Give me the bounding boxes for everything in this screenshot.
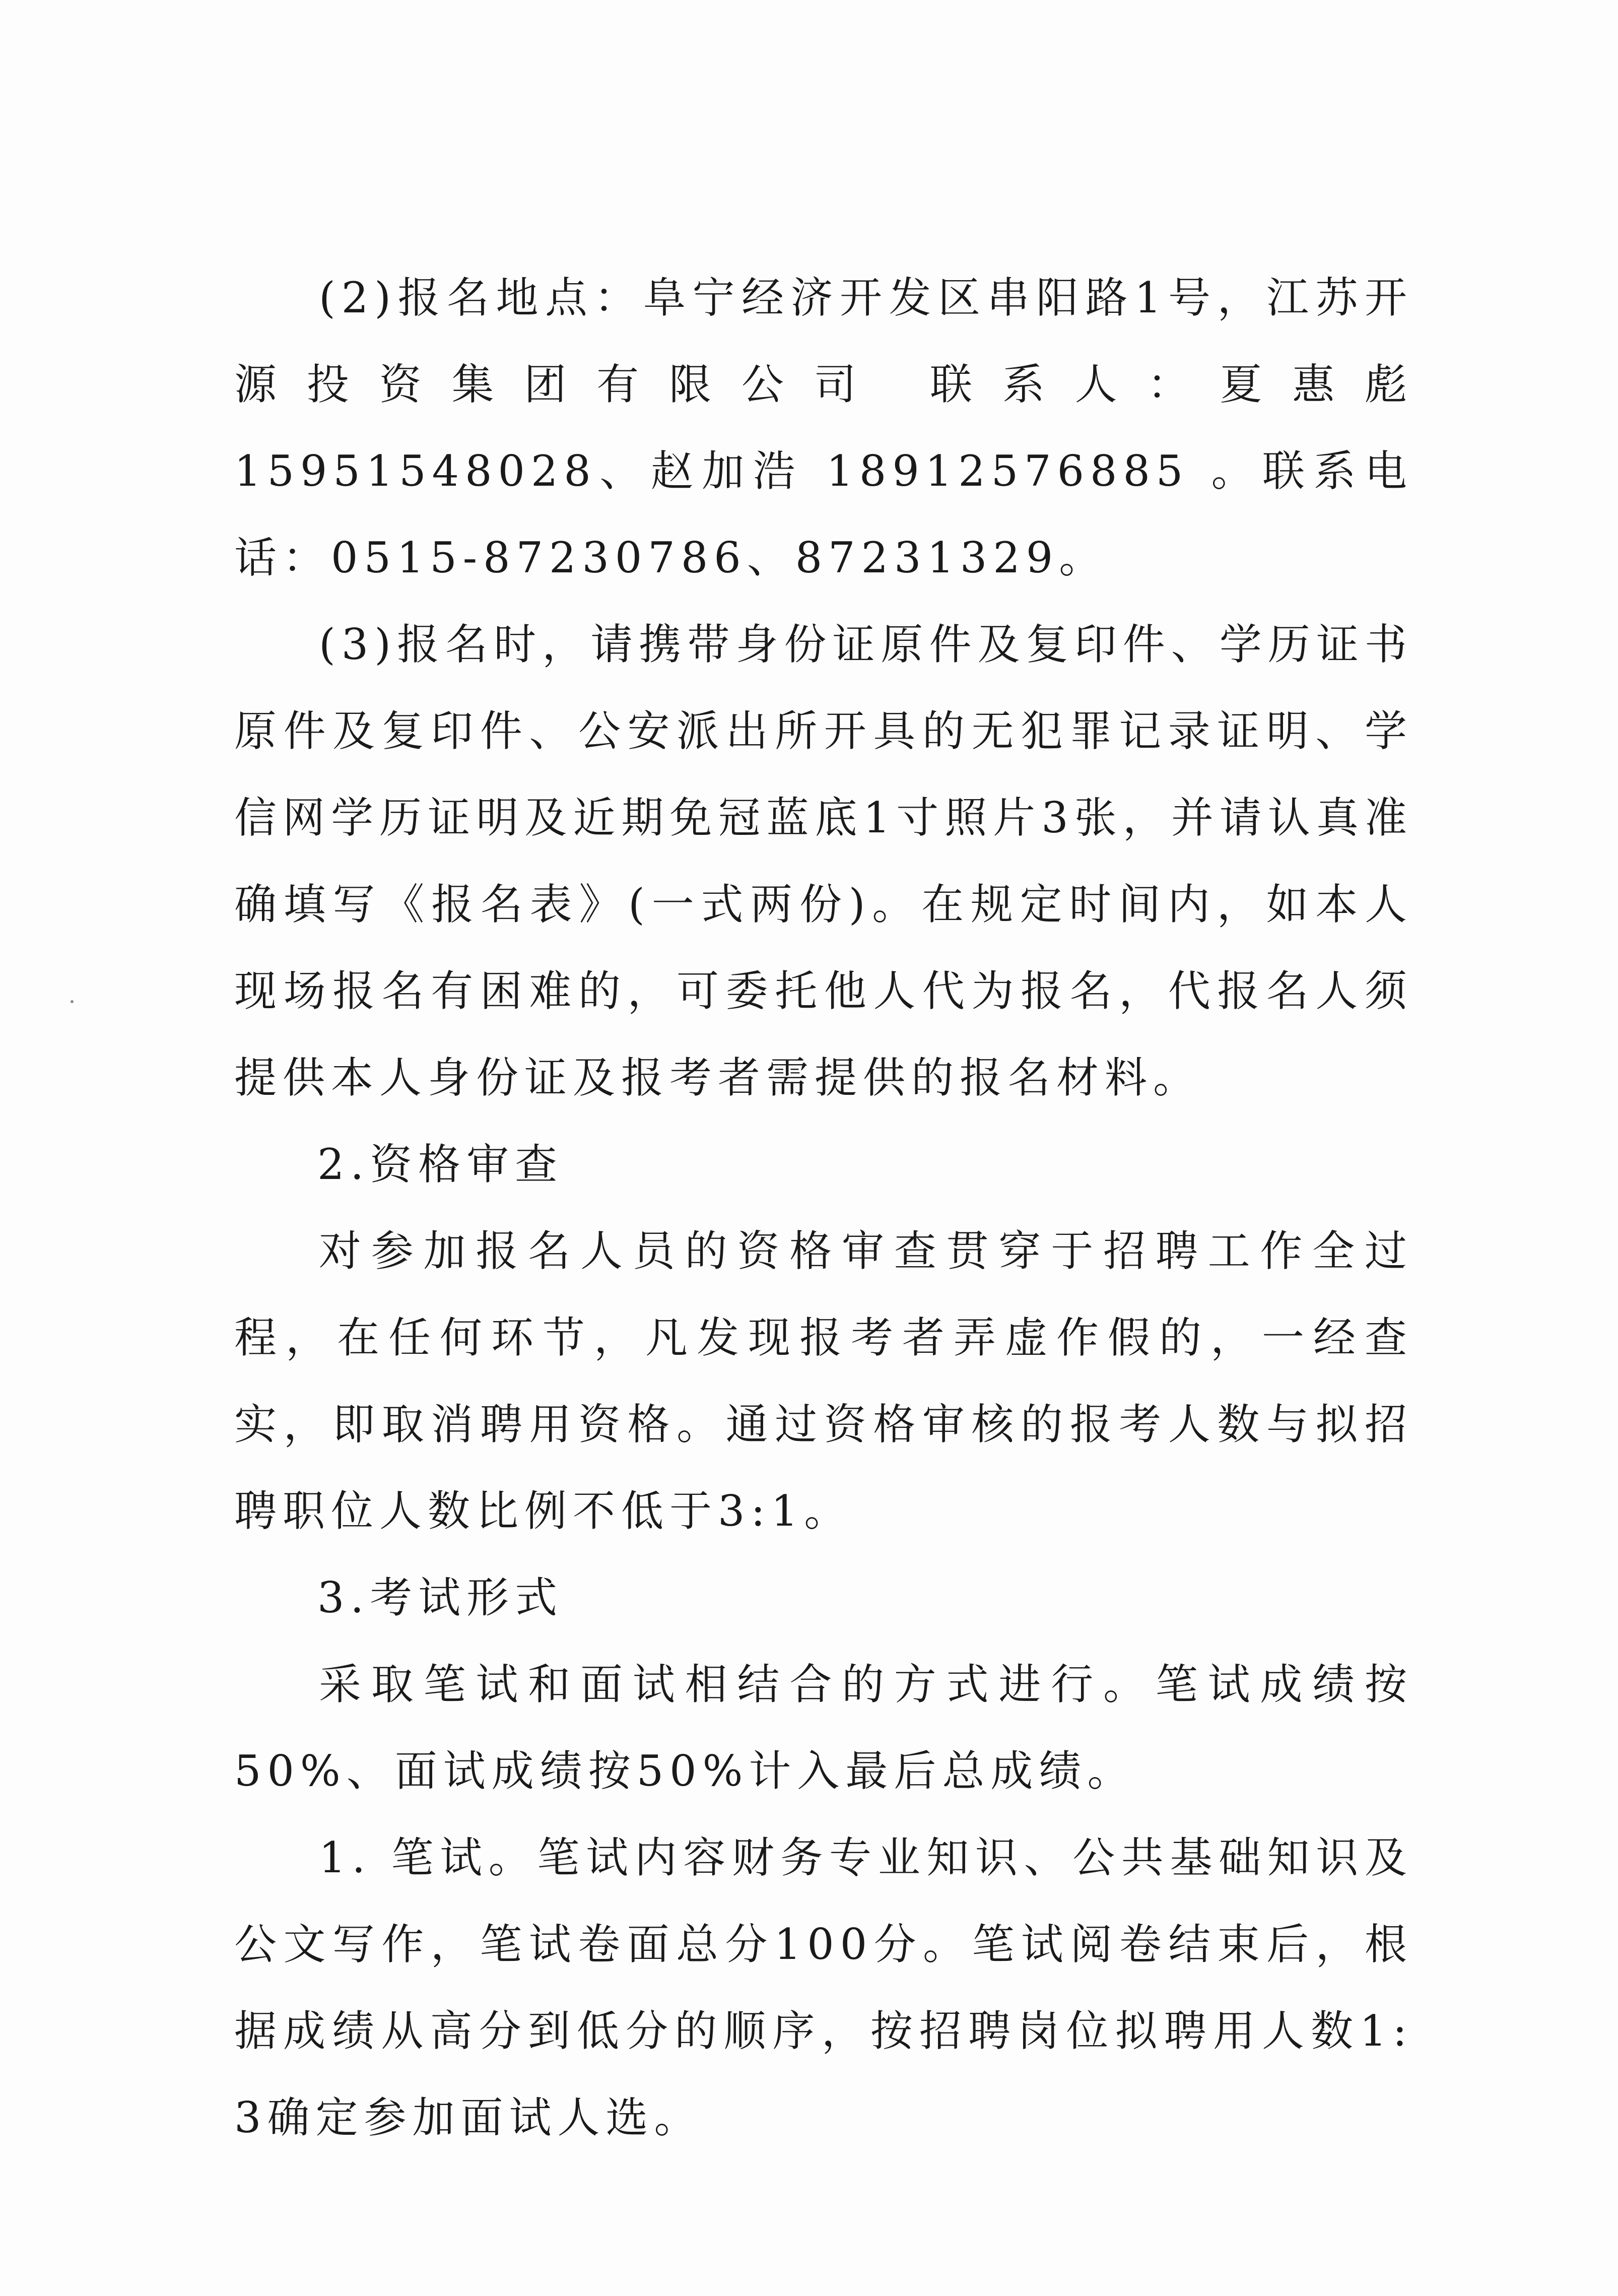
paragraph-qualification-review: 对参加报名人员的资格审查贯穿于招聘工作全过程，在任何环节，凡发现报考者弄虚作假的，一经查实，即取消聘用资格。通过资格审核的报考人数与拟招聘职位人数比例不低于3:1。 [234, 1226, 1413, 1536]
document-body [234, 254, 1413, 2161]
heading-exam-format: 3.考试形式 [317, 1573, 564, 1622]
heading-qualification-review: 2.资格审查 [317, 1140, 564, 1189]
paragraph-exam-format: 采取笔试和面试相结合的方式进行。笔试成绩按50%、面试成绩按50%计入最后总成绩。 [234, 1660, 1413, 1796]
paragraph-registration-materials: (3)报名时，请携带身份证原件及复印件、学历证书原件及复印件、公安派出所开具的无犯罪记录证明、学信网学历证明及近期免冠蓝底1寸照片3张，并请认真准确填写《报名表》(一式两份)。在规定时间内，如本人现场报名有困难的，可委托他人代为报名，代报名人须提供本人身份证及报考者需提供的报名材料。 [234, 620, 1413, 1102]
paragraph-written-exam: 1. 笔试。笔试内容财务专业知识、公共基础知识及公文写作，笔试卷面总分100分。笔试阅卷结束后，根据成绩从高分到低分的顺序，按招聘岗位拟聘用人数1: 3确定参加面试人选。 [234, 1833, 1413, 2142]
paragraph-registration-location: (2)报名地点：阜宁经济开发区串阳路1号，江苏开源投资集团有限公司 联系人：夏惠彪 15951548028、赵加浩 18912576885 。联系电话：0515-87230786、87231329。 [234, 273, 1413, 582]
scan-speck [71, 1000, 74, 1003]
